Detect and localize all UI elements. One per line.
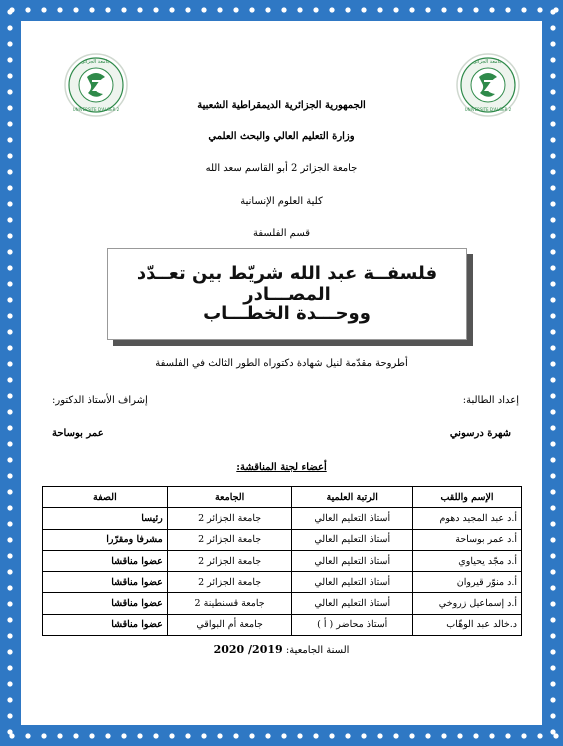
member-rank: أستاذ التعليم العالي (292, 508, 413, 529)
member-university: جامعة الجزائر 2 (167, 529, 292, 550)
student-label: إعداد الطالبة: (462, 395, 519, 406)
ministry-name: وزارة التعليم العالي والبحث العلمي (208, 131, 355, 142)
member-role: عضوا مناقشا (43, 614, 168, 635)
student-name: شهرة درسوني (449, 428, 511, 439)
committee-title: أعضاء لجنة المناقشة: (236, 462, 327, 473)
member-university: جامعة أم البواقي (167, 614, 292, 635)
member-rank: أستاذ التعليم العالي (292, 593, 413, 614)
border-dots-right (545, 4, 561, 742)
header-name: الإسم واللقب (413, 487, 522, 508)
thesis-title-box (107, 248, 467, 340)
member-rank: أستاذ التعليم العالي (292, 550, 413, 571)
academic-year-value: 2019/ 2020 (213, 643, 283, 656)
academic-year (0, 643, 563, 656)
member-name: أ.د مجّد يحياوي (413, 550, 522, 571)
academic-year-label: السنة الجامعية: (285, 645, 350, 656)
table-row (43, 614, 522, 635)
table-row (43, 572, 522, 593)
member-name: أ.د إسماعيل زروخي (413, 593, 522, 614)
header-role: الصفة (43, 487, 168, 508)
committee-table (42, 486, 522, 636)
header-rank: الرتبة العلمية (292, 487, 413, 508)
member-name: أ.د منوّر قيروان (413, 572, 522, 593)
republic-name: الجمهورية الجزائرية الديمقراطية الشعبية (197, 100, 366, 111)
member-role: مشرفا ومقرّرا (43, 529, 168, 550)
border-dots-top (4, 2, 559, 18)
thesis-subtitle: أطروحة مقدّمة لنيل شهادة دكتوراه الطور الثالث في الفلسفة (155, 358, 408, 369)
header-university: الجامعة (167, 487, 292, 508)
member-university: جامعة قسنطينة 2 (167, 593, 292, 614)
table-header-row (43, 487, 522, 508)
supervisor-name: عمر بوساحة (52, 428, 104, 439)
table-row (43, 508, 522, 529)
member-role: عضوا مناقشا (43, 572, 168, 593)
member-name: أ.د عمر بوساحة (413, 529, 522, 550)
member-role: عضوا مناقشا (43, 593, 168, 614)
member-name: د.خالد عبد الوهّاب (413, 614, 522, 635)
thesis-title-line1: فلسفــة عبد الله شريّط بين تعــدّد المصـــادر (136, 263, 438, 305)
university-name: جامعة الجزائر 2 أبو القاسم سعد الله (205, 163, 358, 174)
member-rank: أستاذ التعليم العالي (292, 529, 413, 550)
member-role: عضوا مناقشا (43, 550, 168, 571)
border-dots-left (2, 4, 18, 742)
member-university: جامعة الجزائر 2 (167, 508, 292, 529)
member-university: جامعة الجزائر 2 (167, 572, 292, 593)
faculty-name: كلية العلوم الإنسانية (240, 196, 323, 207)
member-rank: أستاذ محاضر ( أ ) (292, 614, 413, 635)
border-dots-bottom (4, 728, 559, 744)
logo-text-bottom: UNIVERSITE D'ALGER 2 (72, 107, 120, 112)
logo-text-top: جامعة الجزائر (473, 59, 503, 65)
logo-text-bottom: UNIVERSITE D'ALGER 2 (464, 107, 512, 112)
table-row (43, 550, 522, 571)
department-name: قسم الفلسفة (252, 228, 311, 239)
member-rank: أستاذ التعليم العالي (292, 572, 413, 593)
thesis-title-line2: ووحـــدة الخطـــاب (203, 303, 371, 324)
member-role: رئيسا (43, 508, 168, 529)
table-row (43, 529, 522, 550)
table-row (43, 593, 522, 614)
logo-text-top: جامعة الجزائر (81, 59, 111, 65)
member-university: جامعة الجزائر 2 (167, 550, 292, 571)
member-name: أ.د عبد المجيد دهوم (413, 508, 522, 529)
supervisor-label: إشراف الأستاذ الدكتور: (52, 395, 148, 406)
